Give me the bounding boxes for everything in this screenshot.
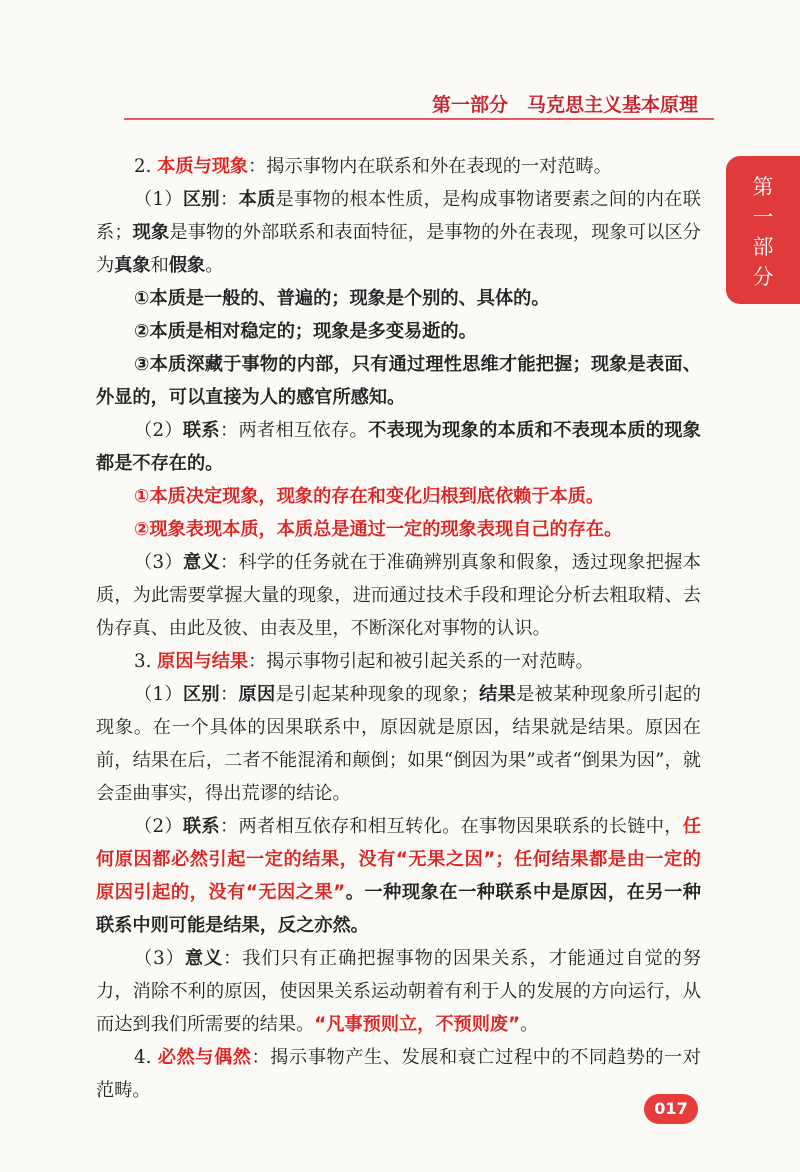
text-run: ：两者相互依存。 (219, 420, 369, 441)
side-tab-char: 一 (752, 205, 774, 229)
text-run: ：揭示事物引起和被引起关系的一对范畴。 (248, 651, 594, 672)
text-run: 意义 (184, 948, 224, 969)
side-tab-char: 分 (752, 265, 774, 289)
paragraph (96, 150, 701, 183)
text-run: 现象 (132, 222, 170, 243)
text-run: 是事物的根本性质，是构成事物诸要素之间的内在联系； (96, 189, 701, 243)
paragraph (96, 546, 701, 645)
paragraph (96, 414, 701, 480)
text-run: 本质与现象 (157, 156, 249, 177)
text-run: ②现象表现本质，本质总是通过一定的现象表现自己的存在。 (134, 519, 623, 540)
text-run: ： (219, 684, 239, 705)
text-run: （3） (134, 552, 183, 573)
text-run: 真象 (114, 255, 151, 276)
paragraph (96, 348, 701, 414)
text-run: ： (219, 189, 239, 210)
text-run: 区别 (182, 684, 220, 705)
text-run: 4. (134, 1047, 158, 1068)
paragraph (96, 282, 701, 315)
page-header (124, 86, 714, 120)
text-run: 原因与结果 (157, 651, 249, 672)
text-run: ：揭示事物产生、发展和衰亡过程中的不同趋势的一对范畴。 (96, 1047, 701, 1101)
text-run: ②本质是相对稳定的；现象是多变易逝的。 (134, 321, 477, 342)
text-run: 任何原因都必然引起一定的结果，没有“无果之因”；任何结果都是由一定的原因引起的，没有“无因之果” (96, 816, 701, 903)
text-run: 。一种现象在一种联系中是原因，在另一种联系中则可能是结果，反之亦然。 (96, 882, 701, 936)
paragraph (96, 942, 701, 1041)
text-run: ①本质是一般的、普遍的；现象是个别的、具体的。 (134, 288, 550, 309)
text-run: 。 (520, 1014, 539, 1035)
text-run: 不表现为现象的本质和不表现本质的现象都是不存在的。 (96, 420, 701, 474)
text-run: 假象 (168, 255, 206, 276)
text-run: 。 (205, 255, 224, 276)
paragraph (96, 513, 701, 546)
text-run: 结果 (478, 684, 517, 705)
text-run: 是引起某种现象的现象； (275, 684, 479, 705)
text-run: （2） (134, 816, 183, 837)
side-tab-char: 第 (752, 175, 774, 199)
text-run: 是被某种现象所引起的现象。在一个具体的因果联系中，原因就是原因，结果就是结果。原因在前，结果在后，二者不能混淆和颠倒；如果“倒因为果”或者“倒果为因”，就会歪曲事实，得出荒谬的结论。 (96, 684, 701, 804)
paragraph (96, 645, 701, 678)
section-side-tab (726, 156, 800, 304)
text-run: ①本质决定现象，现象的存在和变化归根到底依赖于本质。 (134, 486, 605, 507)
text-run: 意义 (182, 552, 220, 573)
paragraph (96, 678, 701, 810)
text-run: 本质 (238, 189, 276, 210)
paragraph (96, 1041, 701, 1107)
page-number: 017 (644, 1094, 698, 1124)
text-run: ：科学的任务就在于准确辨别真象和假象，透过现象把握本质，为此需要掌握大量的现象，进而通过技术手段和理论分析去粗取精、去伪存真、由此及彼、由表及里，不断深化对事物的认识。 (96, 552, 701, 639)
text-run: （1） (134, 189, 183, 210)
text-run: 联系 (182, 420, 220, 441)
text-run: 联系 (182, 816, 220, 837)
text-run: 原因 (238, 684, 276, 705)
text-run: 和 (150, 255, 169, 276)
text-run: 3. (134, 651, 158, 672)
text-run: ：揭示事物内在联系和外在表现的一对范畴。 (248, 156, 612, 177)
text-run: 是事物的外部联系和表面特征，是事物的外在表现，现象可以区分为 (96, 222, 701, 276)
page-body (96, 150, 701, 1107)
paragraph (96, 315, 701, 348)
text-run: ：我们只有正确把握事物的因果关系，才能通过自觉的努力，消除不利的原因，使因果关系运动朝着有利于人的发展的方向运行，从而达到我们所需要的结果。 (96, 948, 701, 1035)
paragraph (96, 480, 701, 513)
text-run: 区别 (182, 189, 220, 210)
text-run: ：两者相互依存和相互转化。在事物因果联系的长链中， (219, 816, 683, 837)
text-run: “凡事预则立，不预则废” (314, 1014, 521, 1035)
side-tab-char: 部 (752, 235, 774, 259)
text-run: （2） (134, 420, 183, 441)
text-run: 必然与偶然 (157, 1047, 252, 1068)
text-run: ③本质深藏于事物的内部，只有通过理性思维才能把握；现象是表面、外显的，可以直接为人的感官所感知。 (96, 354, 701, 408)
paragraph (96, 183, 701, 282)
paragraph (96, 810, 701, 942)
text-run: （3） (134, 948, 185, 969)
header-title: 第一部分 马克思主义基本原理 (431, 94, 698, 116)
text-run: 2. (134, 156, 158, 177)
text-run: （1） (134, 684, 183, 705)
